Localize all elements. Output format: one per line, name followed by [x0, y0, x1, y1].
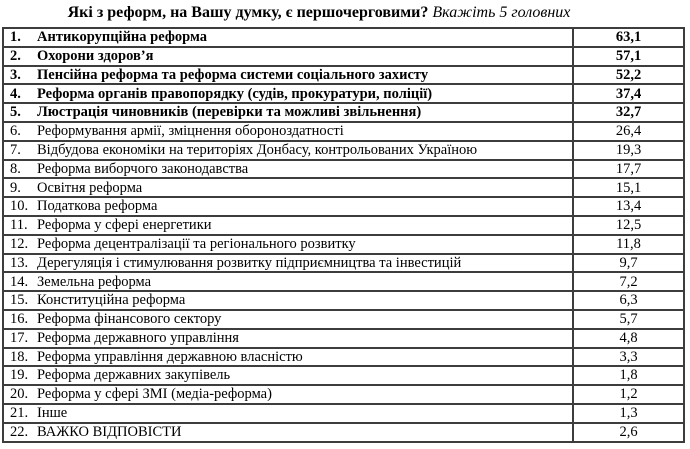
table-row: [3, 254, 684, 273]
percentage-value-cell: 13,4: [573, 197, 684, 216]
table-row: [3, 28, 684, 47]
reform-name: Реформа державних закупівель: [37, 367, 231, 384]
reform-name: Реформа управління державною власністю: [37, 348, 303, 365]
row-number: 22.: [10, 423, 29, 440]
table-row: [3, 197, 684, 216]
reform-label-cell: [3, 103, 573, 122]
percentage-value-cell: 37,4: [573, 84, 684, 103]
percentage-value-cell: 63,1: [573, 28, 684, 47]
reform-name: Відбудова економіки на територіях Донбасу, контрольованих Україною: [37, 141, 478, 158]
reform-name: Реформа у сфері енергетики: [37, 217, 212, 234]
reform-name: Реформа у сфері ЗМІ (медіа-реформа): [37, 386, 272, 403]
percentage-value-cell: 1,2: [573, 385, 684, 404]
table-row: [3, 84, 684, 103]
percentage-value-cell: 17,7: [573, 160, 684, 179]
row-number: 15.: [10, 292, 29, 309]
reform-name: Пенсійна реформа та реформа системи соціального захисту: [37, 66, 429, 83]
table-row: [3, 291, 684, 310]
instruction-text: Вкажіть 5 головних: [432, 4, 571, 21]
reform-label-cell: [3, 160, 573, 179]
reform-label-cell: [3, 423, 573, 442]
row-number: 8.: [10, 160, 21, 177]
row-number: 3.: [10, 66, 21, 83]
percentage-value-cell: 19,3: [573, 141, 684, 160]
percentage-value-cell: 4,8: [573, 329, 684, 348]
percentage-value-cell: 11,8: [573, 235, 684, 254]
reform-label-cell: [3, 216, 573, 235]
table-row: [3, 47, 684, 66]
reform-label-cell: [3, 310, 573, 329]
row-number: 4.: [10, 85, 21, 102]
table-row: [3, 348, 684, 367]
row-number: 9.: [10, 179, 21, 196]
row-number: 14.: [10, 273, 29, 290]
reform-label-cell: [3, 178, 573, 197]
reform-name: Освітня реформа: [37, 179, 143, 196]
reform-label-cell: [3, 28, 573, 47]
reform-name: Податкова реформа: [37, 198, 158, 215]
reform-name: Антикорупційна реформа: [37, 29, 207, 46]
percentage-value-cell: 6,3: [573, 291, 684, 310]
percentage-value-cell: 26,4: [573, 122, 684, 141]
row-number: 2.: [10, 47, 21, 64]
table-row: [3, 366, 684, 385]
row-number: 7.: [10, 141, 21, 158]
row-number: 5.: [10, 104, 21, 121]
table-row: [3, 160, 684, 179]
percentage-value-cell: 9,7: [573, 254, 684, 273]
table-row: [3, 310, 684, 329]
reform-label-cell: [3, 404, 573, 423]
reform-name: Реформа державного управління: [37, 329, 239, 346]
row-number: 10.: [10, 198, 29, 215]
reform-name: Конституційна реформа: [37, 292, 186, 309]
percentage-value-cell: 57,1: [573, 47, 684, 66]
reform-label-cell: [3, 329, 573, 348]
reform-name: Реформа фінансового сектору: [37, 311, 222, 328]
reform-name: Інше: [37, 405, 68, 422]
table-row: [3, 216, 684, 235]
table-row: [3, 122, 684, 141]
row-number: 6.: [10, 123, 21, 140]
percentage-value-cell: 1,8: [573, 366, 684, 385]
table-row: [3, 329, 684, 348]
table-row: [3, 178, 684, 197]
reform-name: Люстрація чиновників (перевірки та можливі звільнення): [37, 104, 422, 121]
question-text: Які з реформ, на Вашу думку, є першочерговими?: [67, 4, 429, 21]
reform-label-cell: [3, 348, 573, 367]
reform-label-cell: [3, 122, 573, 141]
reform-label-cell: [3, 291, 573, 310]
table-row: [3, 385, 684, 404]
table-row: [3, 141, 684, 160]
reform-label-cell: [3, 66, 573, 85]
percentage-value-cell: 5,7: [573, 310, 684, 329]
reform-label-cell: [3, 235, 573, 254]
row-number: 19.: [10, 367, 29, 384]
table-body: [3, 28, 684, 442]
reform-name: Реформа виборчого законодавства: [37, 160, 249, 177]
percentage-value-cell: 12,5: [573, 216, 684, 235]
reform-name: Реформування армії, зміцнення обороноздатності: [37, 123, 344, 140]
table-row: [3, 103, 684, 122]
table-row: [3, 272, 684, 291]
percentage-value-cell: 15,1: [573, 178, 684, 197]
row-number: 20.: [10, 386, 29, 403]
row-number: 11.: [10, 217, 28, 234]
survey-question-title: [0, 0, 664, 27]
row-number: 17.: [10, 329, 29, 346]
reform-label-cell: [3, 141, 573, 160]
row-number: 16.: [10, 311, 29, 328]
reform-label-cell: [3, 197, 573, 216]
percentage-value-cell: 32,7: [573, 103, 684, 122]
table-row: [3, 66, 684, 85]
reform-name: Реформа децентралізації та регіонального розвитку: [37, 235, 356, 252]
reform-label-cell: [3, 366, 573, 385]
reform-label-cell: [3, 272, 573, 291]
percentage-value-cell: 1,3: [573, 404, 684, 423]
table-row: [3, 235, 684, 254]
reform-name: Охорони здоров’я: [37, 47, 154, 64]
reform-label-cell: [3, 47, 573, 66]
reform-name: Земельна реформа: [37, 273, 152, 290]
table-row: [3, 404, 684, 423]
reform-label-cell: [3, 385, 573, 404]
percentage-value-cell: 52,2: [573, 66, 684, 85]
reform-name: Дерегуляція і стимулювання розвитку підприємництва та інвестицій: [37, 254, 462, 271]
reform-priorities-table: [2, 27, 685, 443]
row-number: 1.: [10, 29, 21, 46]
percentage-value-cell: 3,3: [573, 348, 684, 367]
row-number: 21.: [10, 405, 29, 422]
row-number: 18.: [10, 348, 29, 365]
reform-label-cell: [3, 84, 573, 103]
reform-name: Реформа органів правопорядку (судів, прокуратури, поліції): [37, 85, 433, 102]
reform-label-cell: [3, 254, 573, 273]
percentage-value-cell: 2,6: [573, 423, 684, 442]
percentage-value-cell: 7,2: [573, 272, 684, 291]
row-number: 12.: [10, 235, 29, 252]
row-number: 13.: [10, 254, 29, 271]
table-row: [3, 423, 684, 442]
reform-name: ВАЖКО ВІДПОВІСТИ: [37, 423, 182, 440]
